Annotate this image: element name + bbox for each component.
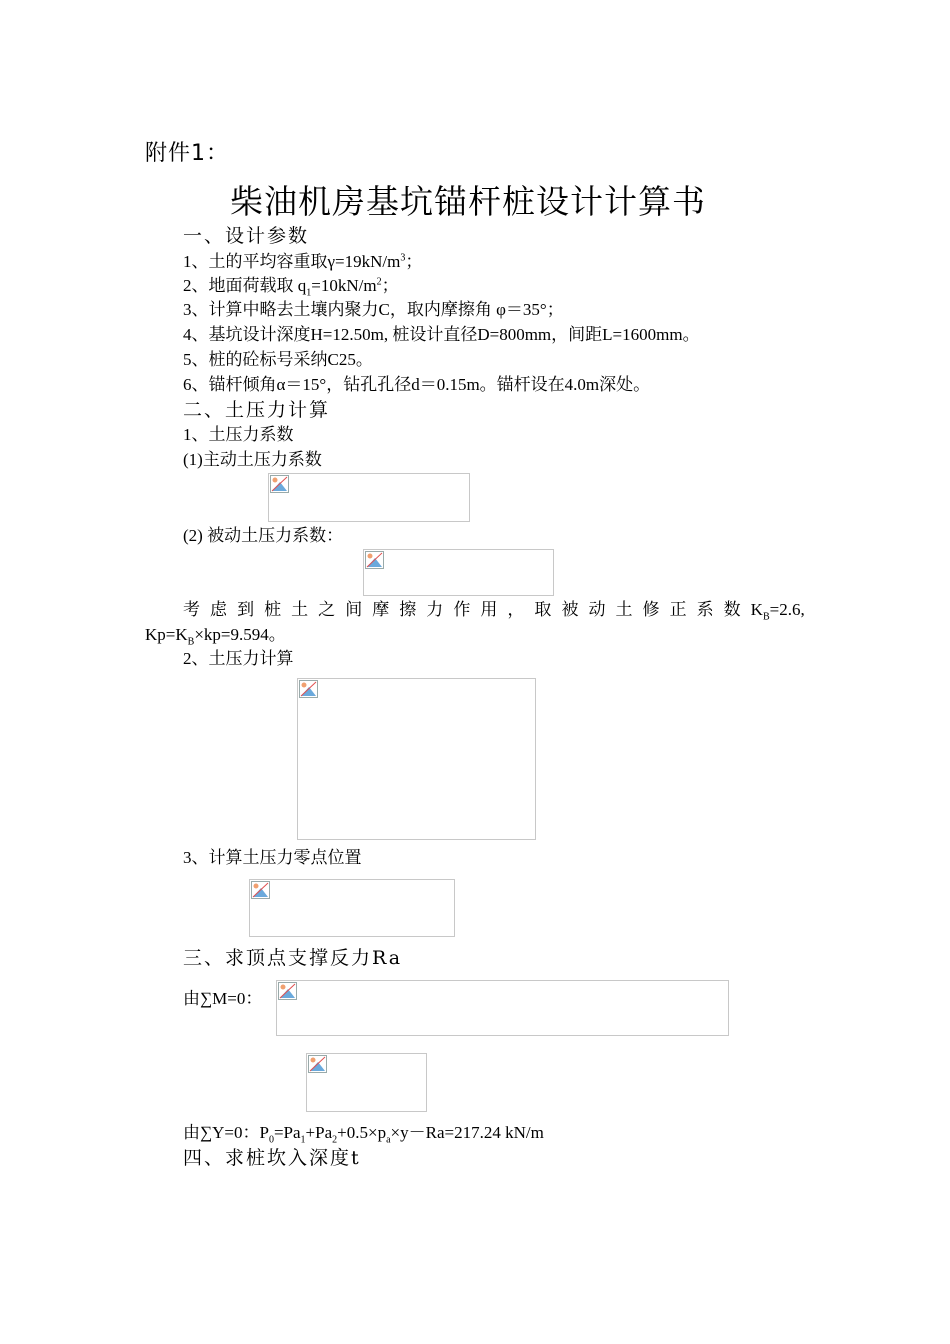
param-line-1: 1、土的平均容重取$\gamma=19kN/m^3$； [183,252,423,271]
formula-image-ra [306,1053,427,1112]
param-line-6: 6、锚杆倾角α＝15°，钻孔孔径d＝0.15m。锚杆设在4.0m深处。 [183,375,651,394]
vertical-equilibrium-line: 由∑Y=0：$P_0=Pa_1+Pa_2+0.5\times p_a\times y-Ra=217.24$ kN/m [183,1123,544,1146]
section-heading-support-reaction: 三、求顶点支撑反力Ra [183,947,403,969]
broken-image-icon [278,982,297,1000]
formula-image-moment [276,980,729,1036]
earth-line-pressure-calc: 2、土压力计算 [183,649,294,668]
param-line-3: 3、计算中略去土壤内聚力C，取内摩擦角 φ＝35°； [183,300,564,319]
attachment-label: 附件1： [145,141,229,166]
passive-correction-note: 考 虑 到 桩 土 之 间 摩 擦 力 作 用 ， 取 被 动 土 修 正 系 数 $K_B=2.6$, [183,600,805,623]
earth-line-zero-point: 3、计算土压力零点位置 [183,848,362,867]
broken-image-icon [270,475,289,493]
formula-image-pressure-calc [297,678,536,840]
param-line-5: 5、桩的砼标号采纳C25。 [183,350,373,369]
section-heading-embed-depth: 四、求桩坎入深度t [183,1147,361,1169]
param-line-4: 4、基坑设计深度H=12.50m, 桩设计直径D=800mm，间距L=1600mm。 [183,325,700,344]
formula-image-zero-point [249,879,455,937]
document-title: 柴油机房基坑锚杆桩设计计算书 [230,182,706,221]
section-heading-design-params: 一、设计参数 [183,225,310,247]
passive-correction-result: $Kp=K_B\times kp=9.594$。 [145,625,286,648]
broken-image-icon [365,551,384,569]
section-heading-earth-pressure: 二、土压力计算 [183,399,331,421]
moment-equilibrium-label: 由∑M=0： [183,989,263,1008]
broken-image-icon [251,881,270,899]
earth-line-coefficient: 1、土压力系数 [183,425,294,444]
broken-image-icon [299,680,318,698]
earth-line-passive: (2) 被动土压力系数： [183,526,344,545]
earth-line-active: (1)主动土压力系数 [183,450,322,469]
param-line-2: 2、地面荷载取 $q_1=10kN/m^2$； [183,276,399,299]
formula-image-passive [363,549,554,596]
broken-image-icon [308,1055,327,1073]
formula-image-active [268,473,470,522]
